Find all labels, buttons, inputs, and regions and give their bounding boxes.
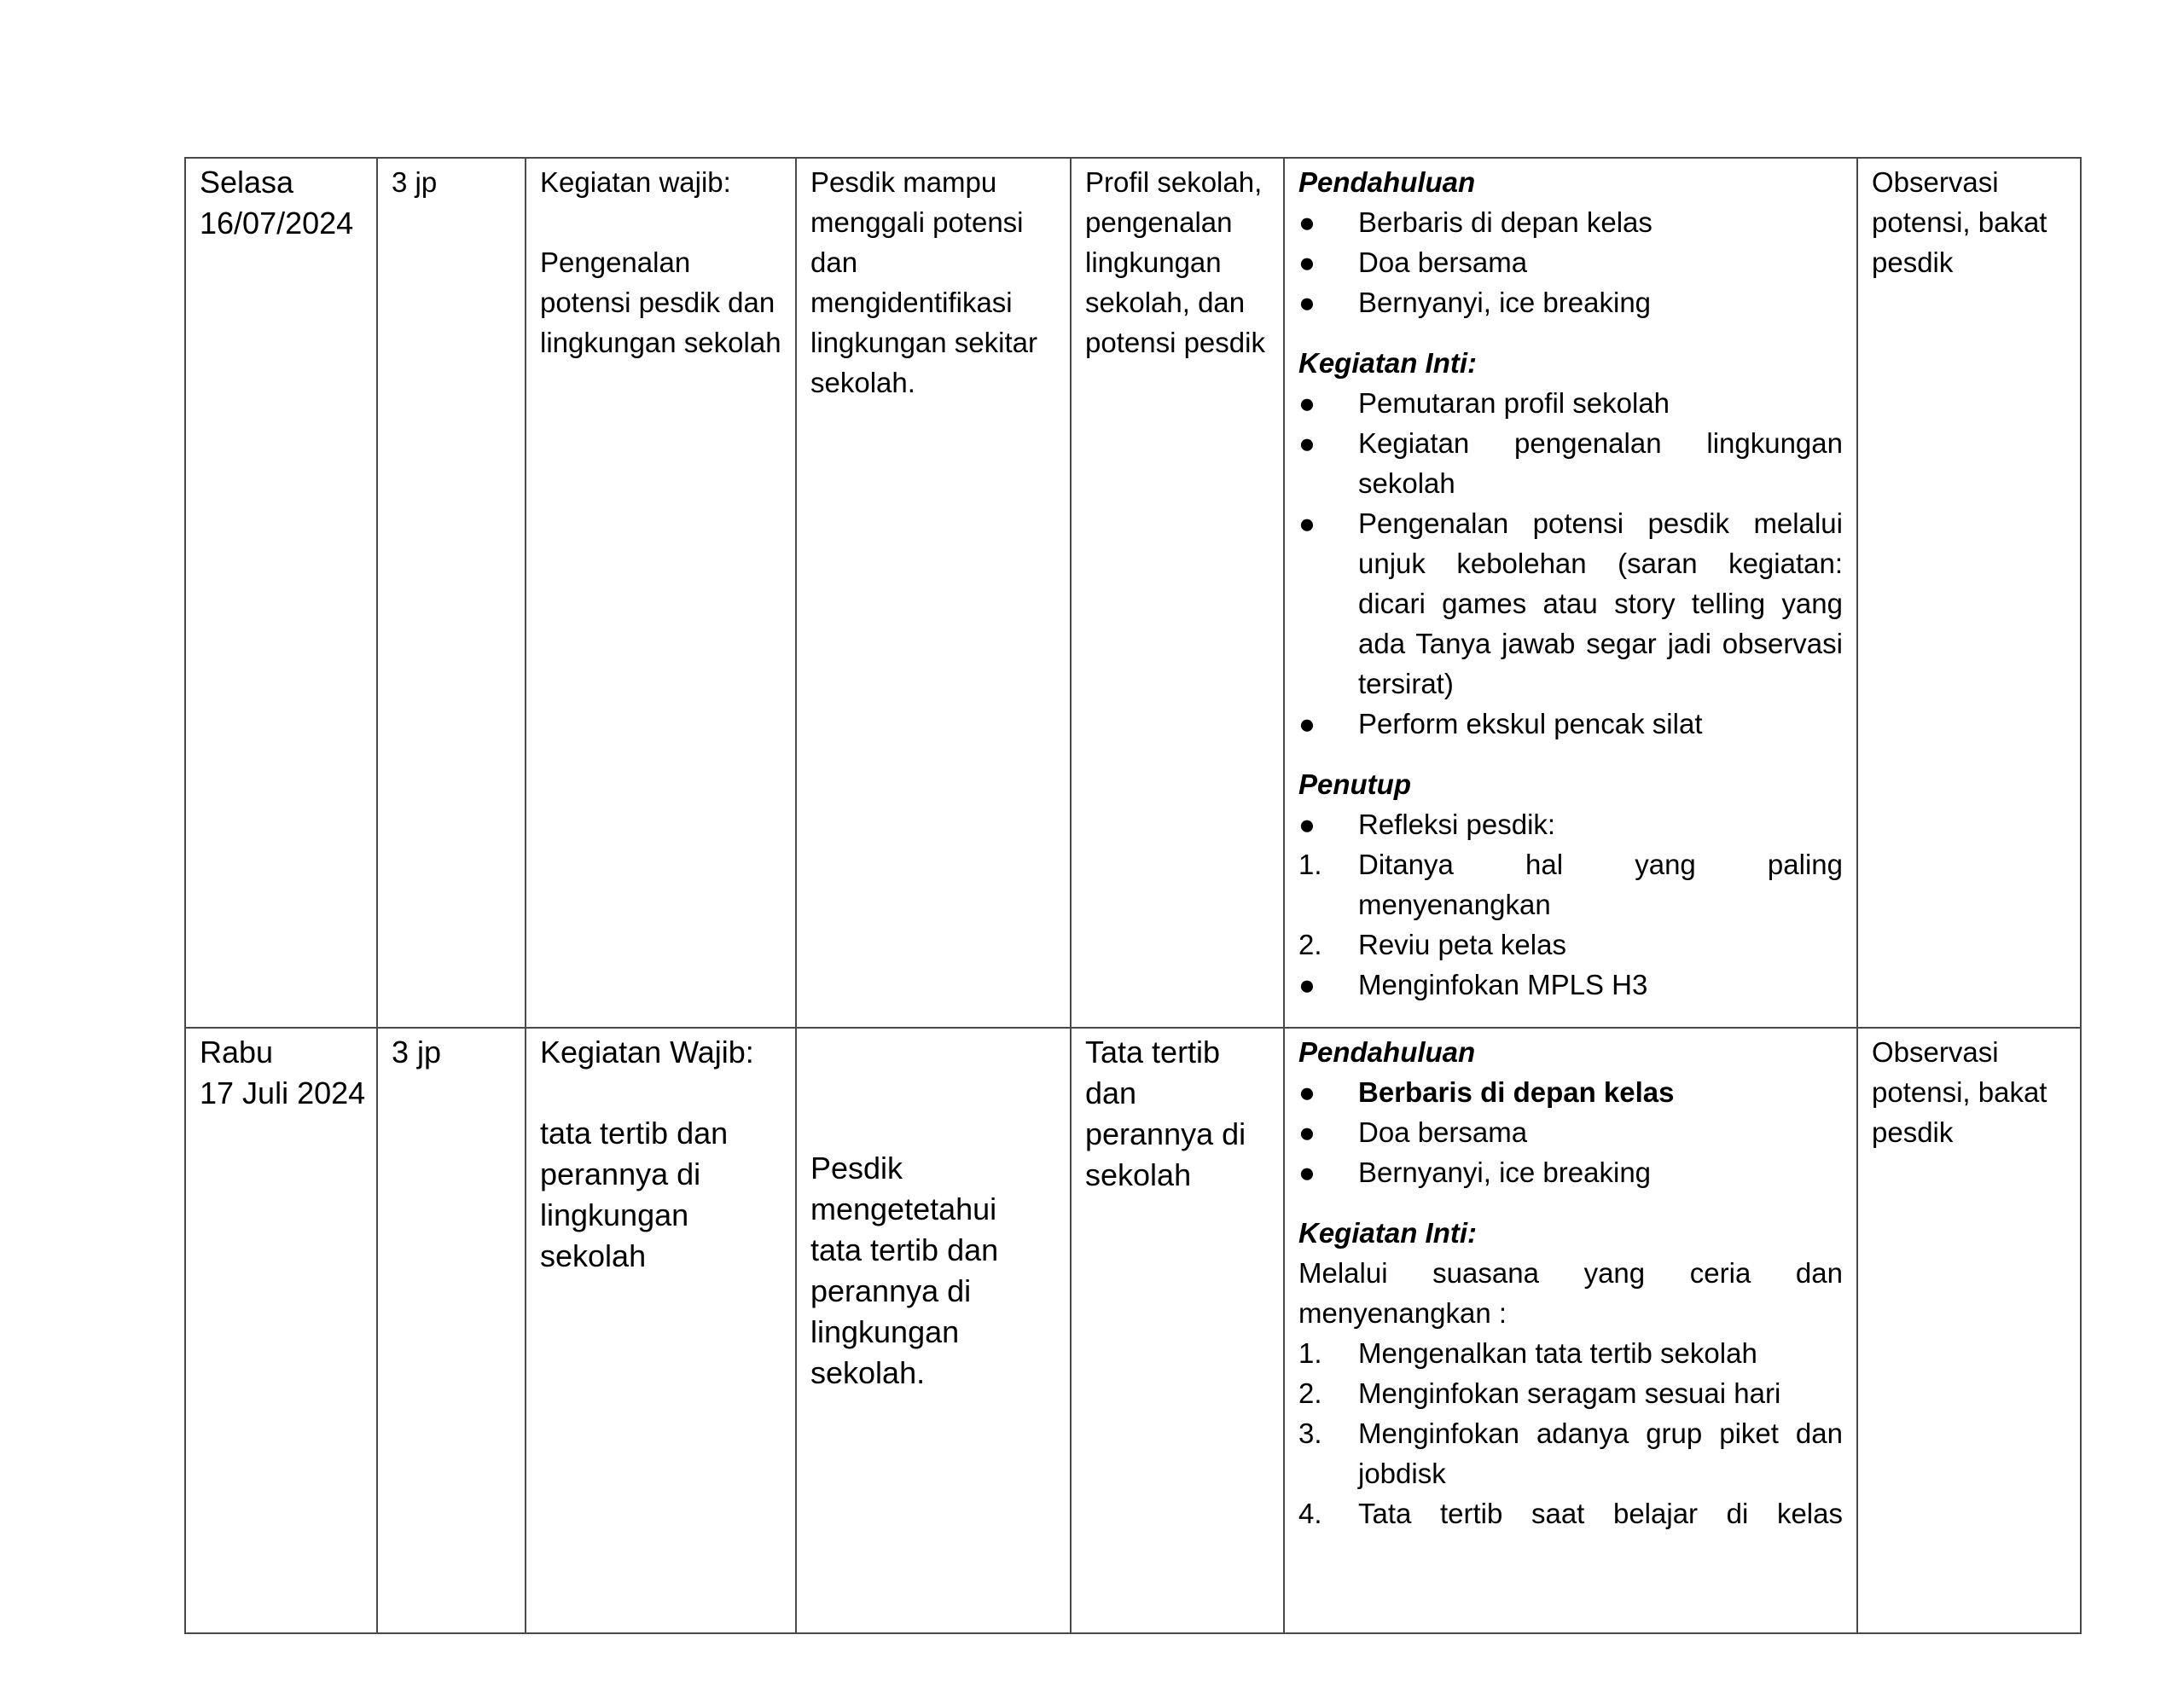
list-item: ● Berbaris di depan kelas <box>1298 1072 1843 1112</box>
list-item: ● Menginfokan MPLS H3 <box>1298 965 1843 1005</box>
jp-label: 3 jp <box>392 166 438 198</box>
list-item: ● Bernyanyi, ice breaking <box>1298 1152 1843 1192</box>
date-label: 16/07/2024 <box>200 206 354 241</box>
list-item: ● Doa bersama <box>1298 242 1843 282</box>
material-cell <box>1071 1028 1284 1633</box>
assessment-text: Observasi potensi, bakat pesdik <box>1872 166 2048 278</box>
material-text: Tata tertib dan perannya di sekolah <box>1085 1035 1246 1192</box>
objective-text: Pesdik mampu menggali potensi dan mengidentifikasi lingkungan sekitar sekolah. <box>810 166 1037 398</box>
bullet-marker: ● <box>1298 1116 1316 1148</box>
list-item: 1. Mengenalkan tata tertib sekolah <box>1298 1333 1843 1373</box>
bullet-marker: ● <box>1298 969 1316 1000</box>
list-item: 4. Tata tertib saat belajar di kelas <box>1298 1493 1843 1533</box>
material-cell <box>1071 158 1284 1028</box>
jp-cell <box>377 158 526 1028</box>
list-item: ● Pemutaran profil sekolah <box>1298 383 1843 423</box>
bullet-marker: ● <box>1298 246 1316 278</box>
bullet-marker: ● <box>1298 507 1316 539</box>
activity-label: Kegiatan wajib: <box>540 166 731 198</box>
table-row <box>185 1028 2081 1633</box>
activity-label: Kegiatan Wajib: <box>540 1035 754 1070</box>
jp-label: 3 jp <box>392 1035 442 1070</box>
bullet-marker: ● <box>1298 206 1316 238</box>
number-marker: 1. <box>1298 1337 1322 1369</box>
activity-topic: Pengenalan potensi pesdik dan lingkungan sekolah <box>540 246 781 358</box>
bullet-marker: ● <box>1298 809 1316 840</box>
activity-cell <box>526 1028 796 1633</box>
activity-topic: tata tertib dan perannya di lingkungan sekolah <box>540 1116 729 1273</box>
bullet-marker: ● <box>1298 387 1316 419</box>
day-cell <box>185 1028 377 1633</box>
pendahuluan-heading: Pendahuluan <box>1298 166 1476 198</box>
table-row <box>185 158 2081 1028</box>
number-marker: 4. <box>1298 1498 1322 1529</box>
assessment-cell <box>1857 1028 2081 1633</box>
activity-cell <box>526 158 796 1028</box>
day-label: Rabu <box>200 1035 274 1070</box>
assessment-text: Observasi potensi, bakat pesdik <box>1872 1036 2048 1148</box>
steps-cell <box>1284 158 1857 1028</box>
bullet-marker: ● <box>1298 287 1316 318</box>
steps-cell <box>1284 1028 1857 1633</box>
bullet-marker: ● <box>1298 427 1316 459</box>
lesson-plan-table <box>184 157 2082 1634</box>
number-marker: 1. <box>1298 849 1322 880</box>
pendahuluan-heading: Pendahuluan <box>1298 1036 1476 1068</box>
objective-cell <box>796 158 1071 1028</box>
inti-heading: Kegiatan Inti: <box>1298 347 1478 379</box>
penutup-heading: Penutup <box>1298 768 1411 800</box>
list-item: 2. Menginfokan seragam sesuai hari <box>1298 1373 1843 1413</box>
list-item: ● Perform ekskul pencak silat <box>1298 704 1843 744</box>
inti-intro: Melalui suasana yang ceria dan menyenangkan : <box>1298 1257 1843 1329</box>
material-text: Profil sekolah, pengenalan lingkungan sekolah, dan potensi pesdik <box>1085 166 1265 358</box>
number-marker: 2. <box>1298 929 1322 960</box>
list-item: ● Bernyanyi, ice breaking <box>1298 282 1843 322</box>
bullet-marker: ● <box>1298 1157 1316 1188</box>
number-marker: 2. <box>1298 1377 1322 1409</box>
day-cell <box>185 158 377 1028</box>
objective-text: Pesdik mengetetahui tata tertib dan perannya di lingkungan sekolah. <box>810 1151 999 1390</box>
list-item: ● Refleksi pesdik: <box>1298 804 1843 844</box>
bullet-marker: ● <box>1298 1076 1316 1108</box>
list-item: ● Kegiatan pengenalan lingkungan sekolah <box>1298 423 1843 503</box>
day-label: Selasa <box>200 165 294 200</box>
date-label: 17 Juli 2024 <box>200 1075 366 1110</box>
list-item: ● Doa bersama <box>1298 1112 1843 1152</box>
list-item: ● Pengenalan potensi pesdik melalui unjuk kebolehan (saran kegiatan: dicari games atau story telling yang ada Tanya jawab segar jadi observasi tersirat) <box>1298 503 1843 704</box>
inti-heading: Kegiatan Inti: <box>1298 1217 1478 1249</box>
assessment-cell <box>1857 158 2081 1028</box>
list-item: 1. Ditanya hal yang paling menyenangkan <box>1298 844 1843 925</box>
list-item: 3. Menginfokan adanya grup piket dan jobdisk <box>1298 1413 1843 1493</box>
number-marker: 3. <box>1298 1417 1322 1449</box>
jp-cell <box>377 1028 526 1633</box>
bullet-marker: ● <box>1298 708 1316 739</box>
objective-cell <box>796 1028 1071 1633</box>
list-item: ● Berbaris di depan kelas <box>1298 202 1843 242</box>
list-item: 2. Reviu peta kelas <box>1298 925 1843 965</box>
